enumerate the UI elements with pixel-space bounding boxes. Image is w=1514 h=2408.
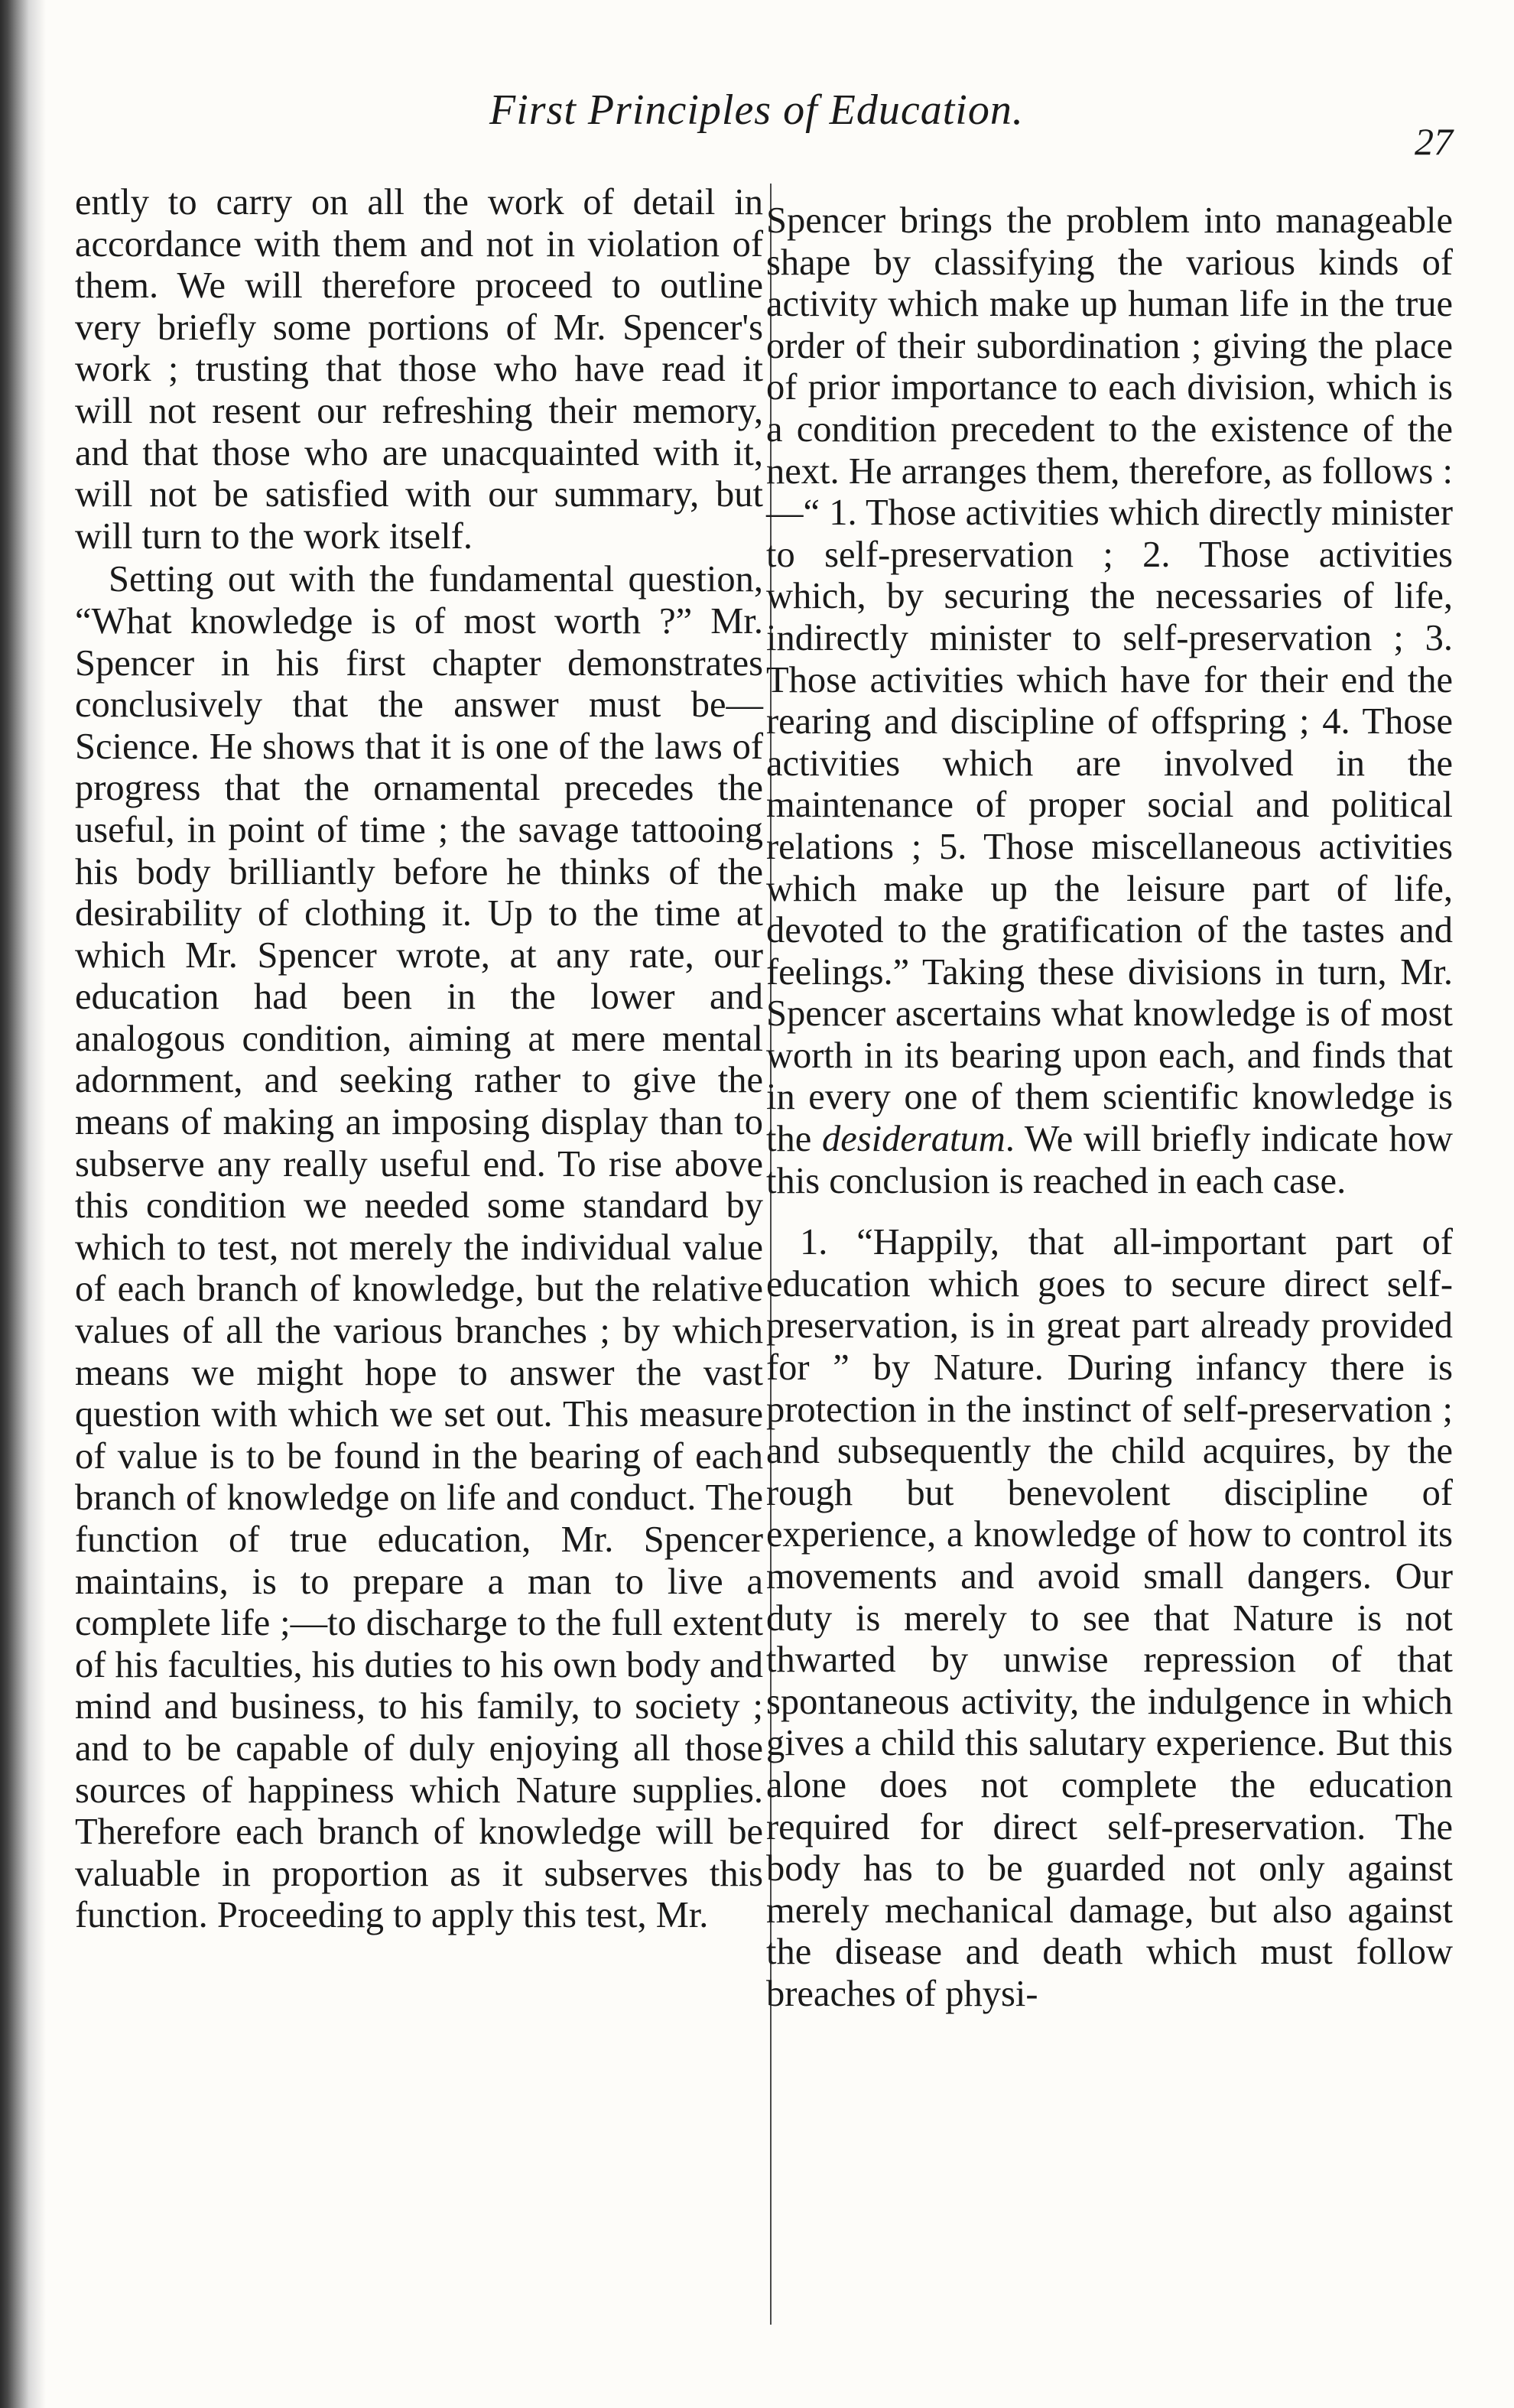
italic-term: desideratum bbox=[822, 1119, 1006, 1160]
left-column bbox=[75, 182, 763, 1937]
text-run: Spencer brings the problem into manageable shape by classifying the various kinds of activity which make up human life in the true order of their subordination ; giving the place of prior importance to each division, which is a condition precedent to the existence of the next. He arranges them, therefore, as follows :—“ 1. Those activities which directly minister to self-preservation ; 2. Those activities which, by securing the necessaries of life, indirectly minister to self-preservation ; 3. Those activities which have for their end the rearing and discipline of offspring ; 4. Those activities which are involved in the maintenance of proper social and political relations ; 5. Those miscellaneous activities which make up the leisure part of life, devoted to the gratification of the tastes and feelings.” Taking these divisions in turn, Mr. Spencer ascertains what knowledge is of most worth in its bearing upon each, and finds that in every one of them scientific knowledge is the bbox=[766, 200, 1453, 1160]
page-number: 27 bbox=[1415, 120, 1453, 163]
paragraph-continued bbox=[766, 200, 1453, 1202]
paragraph: 1. “Happily, that all-important part of education which goes to secure direct self-preservation, is in great part already provided for ” by Nature. During infancy there is protection in the instinct of self-preservation ; and subsequently the child acquires, by the rough but benevolent discipline of experience, a knowledge of how to control its movements and avoid small dangers. Our duty is merely to see that Nature is not thwarted by unwise repression of that spontaneous activity, the indulgence in which gives a child this salutary experience. But this alone does not complete the education required for direct self-preservation. The body has to be guarded not only against merely mechanical damage, but also against the disease and death which must follow breaches of physi- bbox=[766, 1222, 1453, 2014]
running-head: First Principles of Education. bbox=[489, 86, 1024, 134]
paragraph-continued: ently to carry on all the work of detail in accordance with them and not in violation of them. We will therefore proceed to outline very briefly some portions of Mr. Spencer's work ; trusting that those who have read it will not resent our refreshing their memory, and that those who are unacquainted with it, will not be satisfied with our summary, but will turn to the work itself. bbox=[75, 182, 763, 557]
page-binding-edge bbox=[0, 0, 54, 2408]
page-header bbox=[489, 86, 1483, 163]
right-column bbox=[766, 200, 1453, 2016]
text-run: . We will briefly indicate how this conclusion is reached in each case. bbox=[766, 1119, 1453, 1201]
paragraph: Setting out with the fundamental question, “What knowledge is of most worth ?” Mr. Spencer in his first chapter demonstrates conclusively that the answer must be—Science. He shows that it is one of the laws of progress that the ornamental precedes the useful, in point of time ; the savage tattooing his body brilliantly before he thinks of the desirability of clothing it. Up to the time at which Mr. Spencer wrote, at any rate, our education had been in the lower and analogous condition, aiming at mere mental adornment, and seeking rather to give the means of making an imposing display than to subserve any really useful end. To rise above this condition we needed some standard by which to test, not merely the individual value of each branch of knowledge, but the relative values of all the various branches ; by which means we might hope to answer the vast question with which we set out. This measure of value is to be found in the bearing of each branch of knowledge on life and conduct. The function of true education, Mr. Spencer maintains, is to prepare a man to live a complete life ;—to discharge to the full extent of his faculties, his duties to his own body and mind and business, to his family, to society ; and to be capable of duly enjoying all those sources of happiness which Nature supplies. Therefore each branch of knowledge will be valuable in proportion as it subserves this function. Proceeding to apply this test, Mr. bbox=[75, 559, 763, 1936]
